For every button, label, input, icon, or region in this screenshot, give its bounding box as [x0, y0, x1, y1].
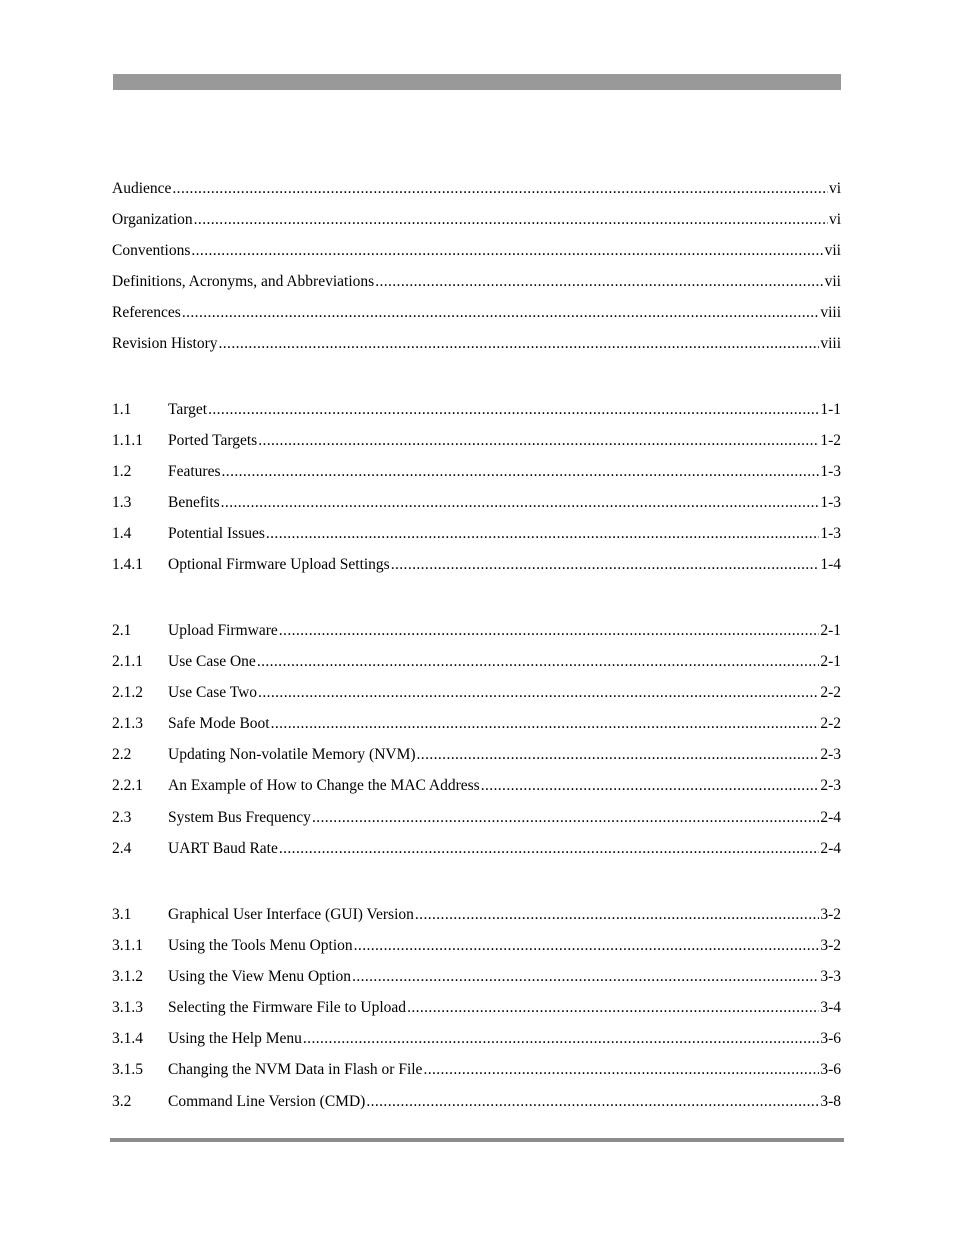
dot-leader: [258, 432, 819, 450]
header-bar: [113, 74, 841, 90]
toc-entry-page[interactable]: 2-4: [820, 808, 841, 826]
toc-entry-page[interactable]: vi: [828, 211, 841, 229]
toc-entry-title[interactable]: Audience: [112, 180, 172, 197]
toc-entry[interactable]: [112, 906, 841, 937]
toc-entry-page[interactable]: 1-2: [820, 432, 841, 450]
toc-entry[interactable]: [112, 494, 841, 525]
toc-entry-number: 3.1.5: [112, 1061, 143, 1079]
toc-entry[interactable]: [112, 525, 841, 556]
dot-leader: [221, 494, 820, 512]
toc-entry-title[interactable]: Using the Tools Menu Option: [168, 937, 353, 955]
toc-entry-title[interactable]: Features: [168, 463, 221, 481]
dot-leader: [423, 1061, 819, 1079]
toc-entry-number: 1.2: [112, 463, 132, 481]
toc-entry-title[interactable]: System Bus Frequency: [168, 808, 311, 826]
toc-entry-title[interactable]: Optional Firmware Upload Settings: [168, 556, 390, 574]
toc-entry-number: 3.2: [112, 1092, 132, 1110]
toc-entry-page[interactable]: viii: [820, 335, 841, 353]
toc-entry[interactable]: [112, 242, 841, 273]
toc-entry-number: 3.1.2: [112, 968, 143, 986]
toc-entry[interactable]: [112, 335, 841, 366]
toc-entry-page[interactable]: viii: [820, 304, 841, 322]
toc-entry-page[interactable]: 2-3: [820, 777, 841, 795]
toc-entry-number: 2.1.3: [112, 715, 143, 733]
dot-leader: [354, 937, 820, 955]
toc-entry-page[interactable]: 3-3: [820, 968, 841, 986]
toc-entry[interactable]: [112, 556, 841, 587]
toc-entry-number: 2.1.2: [112, 684, 143, 702]
toc-entry-page[interactable]: 2-4: [820, 839, 841, 857]
dot-leader: [391, 556, 820, 574]
toc-entry-title[interactable]: Revision History: [112, 335, 218, 353]
toc-entry-title[interactable]: Updating Non-volatile Memory (NVM): [168, 746, 416, 764]
toc-entry-title[interactable]: Benefits: [168, 494, 220, 512]
toc-entry[interactable]: [112, 304, 841, 335]
toc-chapter-1: [112, 401, 841, 588]
toc-entry-page[interactable]: 3-8: [820, 1092, 841, 1110]
toc-entry-number: 2.2: [112, 746, 132, 764]
toc-entry[interactable]: [112, 968, 841, 999]
toc-entry-page[interactable]: 1-4: [820, 556, 841, 574]
dot-leader: [257, 653, 820, 671]
toc-entry-number: 2.4: [112, 839, 132, 857]
toc-entry-title[interactable]: Conventions: [112, 242, 191, 260]
toc-entry-title[interactable]: Safe Mode Boot: [168, 715, 270, 733]
dot-leader: [279, 622, 820, 640]
toc-entry-number: 1.1.1: [112, 432, 143, 450]
toc-entry[interactable]: [112, 211, 841, 242]
dot-leader: [182, 304, 819, 322]
toc-entry-page[interactable]: 1-3: [820, 525, 841, 543]
dot-leader: [266, 525, 819, 543]
toc-entry-title[interactable]: Organization: [112, 211, 193, 229]
toc-entry-number: 3.1: [112, 906, 132, 923]
dot-leader: [366, 1093, 819, 1111]
toc-entry-title[interactable]: Using the View Menu Option: [168, 968, 352, 986]
dot-leader: [194, 211, 828, 229]
toc-entry-title[interactable]: Potential Issues: [168, 525, 265, 543]
toc-entry[interactable]: [112, 1030, 841, 1061]
toc-entry-number: 2.3: [112, 808, 132, 826]
toc-entry[interactable]: [112, 653, 841, 684]
dot-leader: [417, 746, 820, 764]
dot-leader: [172, 180, 828, 198]
toc-entry-page[interactable]: 3-6: [820, 1061, 841, 1079]
toc-entry-page[interactable]: 3-2: [820, 906, 841, 923]
dot-leader: [191, 242, 823, 260]
toc-entry[interactable]: [112, 1061, 841, 1092]
dot-leader: [352, 968, 819, 986]
toc-entry-title[interactable]: Definitions, Acronyms, and Abbreviations: [112, 273, 375, 291]
toc-entry-title[interactable]: Graphical User Interface (GUI) Version: [168, 906, 414, 923]
dot-leader: [279, 840, 819, 858]
toc-entry-page[interactable]: vii: [824, 273, 841, 291]
toc-front-matter: [112, 180, 841, 367]
toc-entry-number: 3.1.1: [112, 937, 143, 955]
toc-entry-number: 1.3: [112, 494, 132, 512]
toc-entry-number: 3.1.4: [112, 1030, 143, 1048]
toc-entry-title[interactable]: UART Baud Rate: [168, 839, 278, 857]
toc-entry[interactable]: [112, 273, 841, 304]
toc-entry[interactable]: [112, 401, 841, 432]
dot-leader: [407, 999, 819, 1017]
toc-entry[interactable]: [112, 432, 841, 463]
dot-leader: [375, 273, 823, 291]
toc-entry-number: 1.1: [112, 401, 132, 418]
toc-entry-number: 2.1.1: [112, 653, 143, 671]
toc-entry-page[interactable]: 2-1: [820, 653, 841, 671]
toc-entry-title[interactable]: Command Line Version (CMD): [168, 1092, 366, 1110]
toc-entry[interactable]: [112, 180, 841, 211]
dot-leader: [258, 684, 819, 702]
toc-entry-number: 2.1: [112, 622, 132, 639]
toc-entry-title[interactable]: Upload Firmware: [168, 622, 278, 639]
dot-leader: [312, 809, 819, 827]
toc-entry[interactable]: [112, 999, 841, 1030]
toc-entry-number: 2.2.1: [112, 777, 143, 795]
footer-rule: [110, 1138, 844, 1142]
dot-leader: [208, 401, 819, 419]
toc-entry-title[interactable]: Use Case One: [168, 653, 256, 671]
dot-leader: [481, 777, 820, 795]
toc-entry-title[interactable]: Ported Targets: [168, 432, 258, 450]
toc-chapter-3: [112, 906, 841, 1124]
toc-entry[interactable]: [112, 746, 841, 777]
toc-entry-page[interactable]: 1-3: [820, 463, 841, 481]
toc-chapter-2: [112, 622, 841, 871]
toc-entry[interactable]: [112, 622, 841, 653]
toc-entry-number: 1.4: [112, 525, 132, 543]
toc-entry[interactable]: [112, 809, 841, 840]
dot-leader: [303, 1030, 819, 1048]
toc-entry[interactable]: [112, 684, 841, 715]
toc-entry-page[interactable]: 3-2: [820, 937, 841, 955]
toc-entry-title[interactable]: Using the Help Menu: [168, 1030, 302, 1048]
dot-leader: [271, 715, 820, 733]
toc-entry-page[interactable]: 1-3: [820, 494, 841, 512]
toc-entry[interactable]: [112, 777, 841, 808]
toc-entry-number: 1.4.1: [112, 556, 143, 574]
toc-entry-title[interactable]: Use Case Two: [168, 684, 258, 702]
toc-entry-page[interactable]: 2-2: [820, 684, 841, 702]
toc-entry-page[interactable]: 3-4: [820, 999, 841, 1017]
toc-entry[interactable]: [112, 715, 841, 746]
toc-entry[interactable]: [112, 463, 841, 494]
toc-entry-page[interactable]: vi: [828, 180, 841, 197]
dot-leader: [222, 463, 820, 481]
toc-entry-page[interactable]: 3-6: [820, 1030, 841, 1048]
toc-entry-page[interactable]: 1-1: [820, 401, 841, 418]
toc-entry-page[interactable]: 2-1: [820, 622, 841, 639]
toc-entry[interactable]: [112, 937, 841, 968]
toc-entry-title[interactable]: Changing the NVM Data in Flash or File: [168, 1061, 423, 1079]
toc-entry-title[interactable]: Selecting the Firmware File to Upload: [168, 999, 407, 1017]
toc-entry-title[interactable]: References: [112, 304, 181, 322]
dot-leader: [415, 906, 819, 924]
toc-entry-page[interactable]: 2-3: [820, 746, 841, 764]
toc-entry[interactable]: [112, 1093, 841, 1124]
toc-entry-page[interactable]: vii: [824, 242, 841, 260]
toc-entry-title[interactable]: An Example of How to Change the MAC Address: [168, 777, 480, 795]
toc-entry-title[interactable]: Target: [168, 401, 208, 418]
toc-entry-page[interactable]: 2-2: [820, 715, 841, 733]
dot-leader: [219, 335, 820, 353]
toc-entry[interactable]: [112, 840, 841, 871]
toc-entry-number: 3.1.3: [112, 999, 143, 1017]
